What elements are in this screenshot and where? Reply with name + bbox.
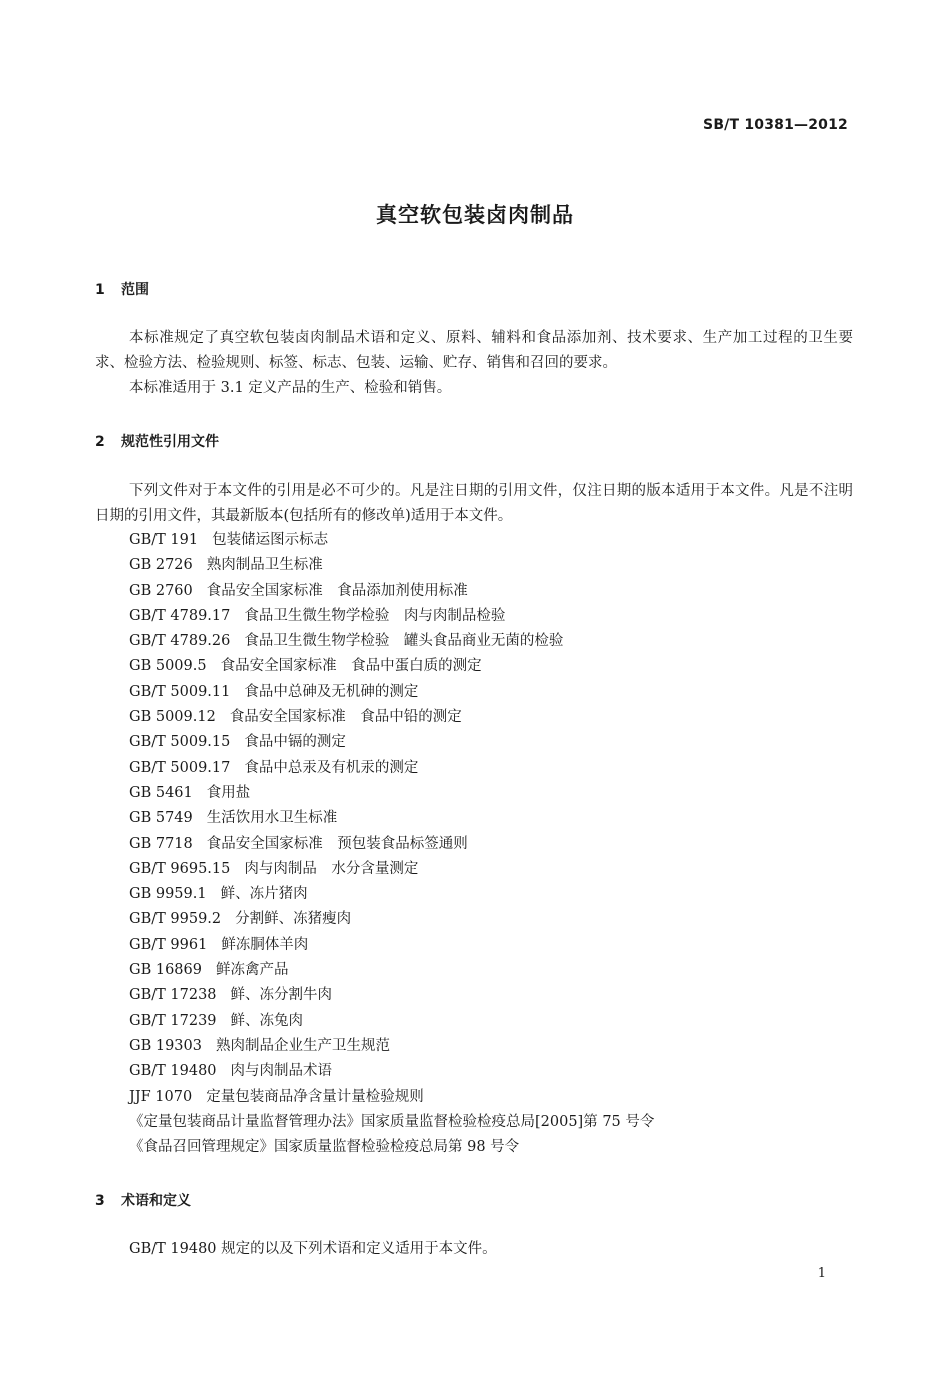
reference-title: 食品中镉的测定: [244, 734, 346, 751]
reference-code: GB 7718: [129, 835, 193, 852]
reference-title: 《食品召回管理规定》国家质量监督检验检疫总局第 98 号令: [129, 1139, 520, 1156]
section-number: 3: [95, 1193, 105, 1209]
reference-title: 生活饮用水卫生标准: [206, 810, 338, 827]
reference-item: [129, 756, 654, 781]
reference-item: [129, 579, 654, 604]
reference-item: [129, 907, 654, 932]
section-title: 规范性引用文件: [121, 434, 219, 450]
reference-title: 肉与肉制品术语: [230, 1063, 333, 1080]
reference-item: [129, 629, 654, 654]
reference-code: GB/T 5009.15: [129, 734, 231, 751]
reference-code: GB 16869: [129, 962, 202, 979]
reference-title: 食品安全国家标准 食品添加剂使用标准: [206, 582, 468, 599]
reference-item: [129, 730, 654, 755]
page-number: 1: [817, 1266, 826, 1281]
reference-item: [129, 781, 654, 806]
reference-item: [129, 1085, 654, 1110]
reference-title: 肉与肉制品 水分含量测定: [244, 860, 419, 877]
reference-item-regulation: [129, 1135, 654, 1160]
reference-code: GB 5749: [129, 810, 193, 827]
reference-title: 鲜、冻片猪肉: [220, 886, 308, 903]
reference-item-regulation: [129, 1110, 654, 1135]
reference-title: 鲜、冻兔肉: [230, 1012, 304, 1029]
reference-title: 鲜冻胴体羊肉: [221, 936, 309, 953]
reference-title: 《定量包装商品计量监督管理办法》国家质量监督检验检疫总局[2005]第 75 号令: [129, 1113, 655, 1130]
reference-code: JJF 1070: [129, 1088, 193, 1105]
reference-title: 食品中总汞及有机汞的测定: [244, 759, 419, 776]
reference-code: GB/T 5009.11: [129, 683, 231, 700]
reference-item: [129, 1009, 654, 1034]
reference-title: 定量包装商品净含量计量检验规则: [206, 1088, 424, 1105]
reference-title: 食品卫生微生物学检验 罐头食品商业无菌的检验: [244, 633, 564, 650]
reference-code: GB/T 4789.26: [129, 633, 231, 650]
reference-code: GB 5461: [129, 784, 193, 801]
reference-item: [129, 958, 654, 983]
reference-item: [129, 680, 654, 705]
reference-code: GB 2760: [129, 582, 193, 599]
document-title: 真空软包装卤肉制品: [376, 203, 574, 227]
reference-title: 鲜冻禽产品: [215, 962, 289, 979]
reference-code: GB/T 9959.2: [129, 911, 222, 928]
reference-title: 熟肉制品企业生产卫生规范: [215, 1037, 390, 1054]
normative-intro-paragraph: 下列文件对于本文件的引用是必不可少的。凡是注日期的引用文件，仅注日期的版本适用于本文件。凡是不注明日期的引用文件，其最新版本(包括所有的修改单)适用于本文件。: [95, 483, 853, 524]
reference-title: 食用盐: [206, 784, 251, 801]
reference-title: 分割鲜、冻猪瘦肉: [235, 911, 352, 928]
reference-code: GB 5009.12: [129, 709, 216, 726]
reference-title: 食品安全国家标准 预包装食品标签通则: [206, 835, 468, 852]
reference-item: [129, 604, 654, 629]
section-heading-normative-references: [95, 431, 219, 451]
reference-item: [129, 832, 654, 857]
reference-item: [129, 553, 654, 578]
terms-paragraph: GB/T 19480 规定的以及下列术语和定义适用于本文件。: [129, 1241, 497, 1257]
section-heading-terms: [95, 1190, 191, 1210]
reference-code: GB/T 19480: [129, 1063, 217, 1080]
reference-item: [129, 1034, 654, 1059]
reference-title: 食品安全国家标准 食品中蛋白质的测定: [220, 658, 482, 675]
section-heading-scope: [95, 279, 149, 299]
reference-code: GB 5009.5: [129, 658, 207, 675]
reference-list: [129, 528, 654, 1160]
scope-paragraph: 本标准规定了真空软包装卤肉制品术语和定义、原料、辅料和食品添加剂、技术要求、生产加工过程的卫生要求、检验方法、检验规则、标签、标志、包装、运输、贮存、销售和召回的要求。: [95, 330, 853, 371]
reference-title: 包装储运图示标志: [212, 532, 329, 548]
reference-code: GB/T 4789.17: [129, 607, 231, 624]
section-number: 2: [95, 434, 105, 450]
reference-code: GB/T 9961: [129, 936, 208, 953]
reference-item: [129, 882, 654, 907]
scope-applicability: 本标准适用于 3.1 定义产品的生产、检验和销售。: [129, 380, 452, 396]
reference-title: 食品安全国家标准 食品中铅的测定: [229, 709, 462, 726]
reference-item: [129, 806, 654, 831]
reference-code: GB/T 191: [129, 532, 199, 548]
reference-item: [129, 857, 654, 882]
reference-code: GB/T 5009.17: [129, 759, 231, 776]
reference-item: [129, 1059, 654, 1084]
reference-title: 食品中总砷及无机砷的测定: [244, 683, 419, 700]
section-number: 1: [95, 282, 105, 298]
standard-number: SB/T 10381—2012: [703, 117, 848, 133]
reference-code: GB 9959.1: [129, 886, 207, 903]
reference-item: [129, 528, 654, 553]
reference-item: [129, 654, 654, 679]
reference-code: GB/T 17239: [129, 1012, 217, 1029]
reference-title: 熟肉制品卫生标准: [206, 557, 323, 574]
reference-code: GB 2726: [129, 557, 193, 574]
reference-item: [129, 983, 654, 1008]
reference-code: GB 19303: [129, 1037, 202, 1054]
reference-code: GB/T 17238: [129, 987, 217, 1004]
reference-item: [129, 933, 654, 958]
section-title: 术语和定义: [121, 1193, 191, 1209]
reference-item: [129, 705, 654, 730]
reference-title: 鲜、冻分割牛肉: [230, 987, 333, 1004]
section-title: 范围: [121, 282, 149, 298]
reference-title: 食品卫生微生物学检验 肉与肉制品检验: [244, 607, 506, 624]
reference-code: GB/T 9695.15: [129, 860, 231, 877]
